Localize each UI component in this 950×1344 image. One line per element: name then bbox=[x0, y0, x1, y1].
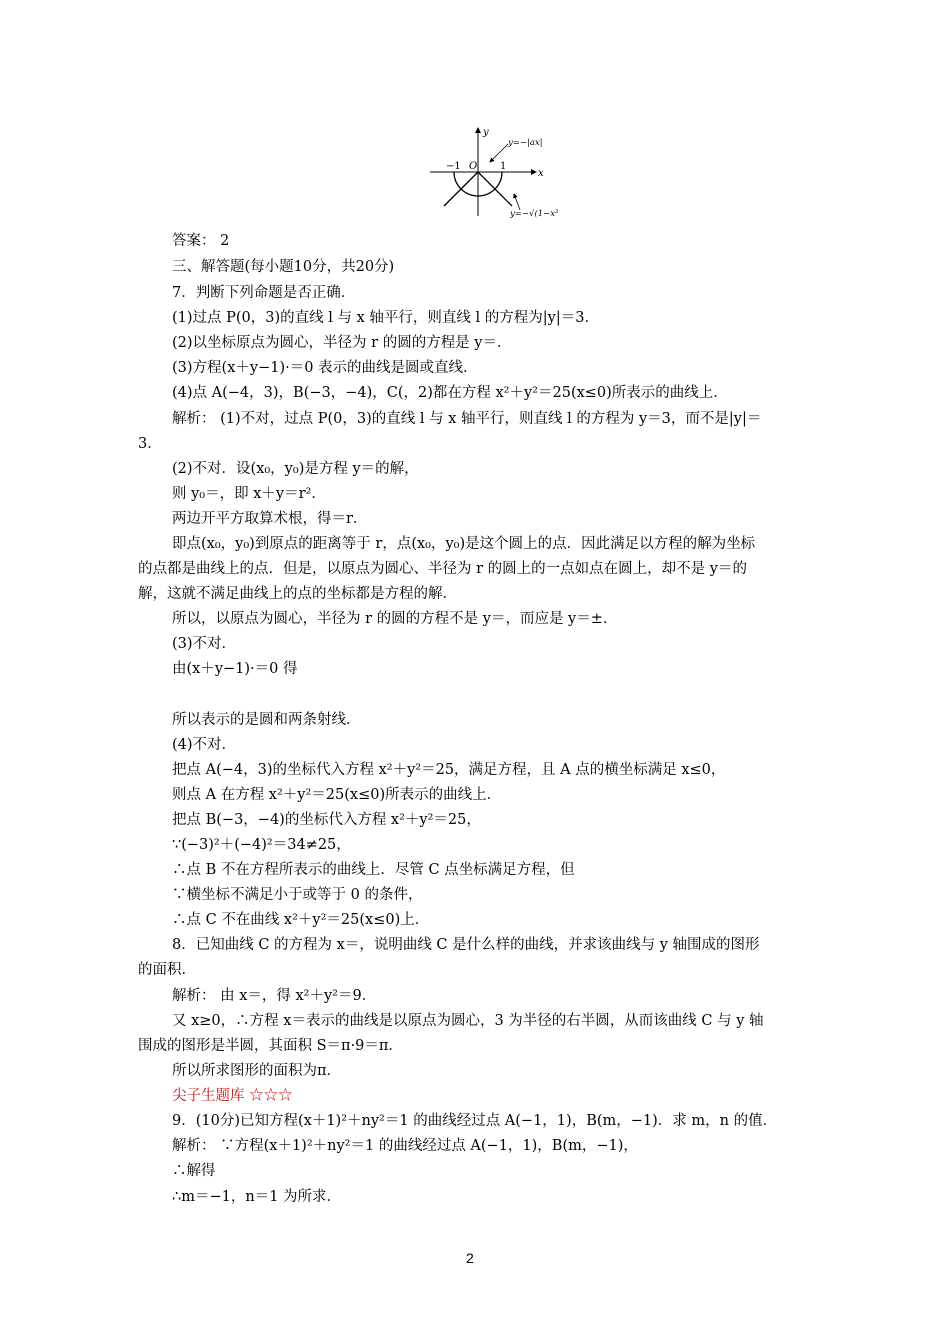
page-number: 2 bbox=[466, 1250, 474, 1266]
q7-item-3: (3)方程(x＋y−1)·＝0 表示的曲线是圆或直线． bbox=[172, 360, 478, 376]
solution-line: ∵(−3)²＋(−4)²＝34≠25， bbox=[172, 837, 351, 853]
solution-line: ∵横坐标不满足小于或等于 0 的条件， bbox=[172, 887, 423, 903]
solution-line: 则点 A 在方程 x²＋y²＝25(x≤0)所表示的曲线上． bbox=[172, 787, 502, 803]
q7-item-2: (2)以坐标原点为圆心，半径为 r 的圆的方程是 y＝． bbox=[172, 335, 512, 351]
solution-line: 解析： ∵方程(x＋1)²＋ny²＝1 的曲线经过点 A(−1，1)，B(m，−1)， bbox=[172, 1138, 638, 1154]
solution-line: 解，这就不满足曲线上的点的坐标都是方程的解． bbox=[138, 586, 457, 602]
solution-line: 两边开平方取算术根，得＝r． bbox=[172, 511, 368, 527]
solution-line: (3)不对． bbox=[172, 636, 237, 652]
q7-item-4: (4)点 A(−4，3)，B(−3，−4)，C(，2)都在方程 x²＋y²＝25(x≤0)所表示的曲线上． bbox=[172, 385, 728, 401]
curve-label-1: y=−|ax| bbox=[508, 138, 543, 148]
solution-line: 围成的图形是半圆，其面积 S＝π·9＝π． bbox=[138, 1038, 403, 1054]
solution-line: 所以表示的是圆和两条射线． bbox=[172, 712, 361, 728]
solution-line: 解析： 由 x＝，得 x²＋y²＝9． bbox=[172, 988, 377, 1004]
label-arrow-1 bbox=[490, 144, 508, 162]
graph-svg bbox=[428, 124, 558, 218]
label-arrow-2 bbox=[514, 194, 520, 210]
ray-left bbox=[444, 172, 478, 206]
solution-line: 则 y₀＝，即 x＋y＝r²． bbox=[172, 486, 326, 502]
solution-line: (4)不对． bbox=[172, 737, 237, 753]
solution-line: (2)不对．设(x₀，y₀)是方程 y＝的解， bbox=[172, 461, 419, 477]
solution-line: ∴点 C 不在曲线 x²＋y²＝25(x≤0)上． bbox=[172, 912, 430, 928]
top-student-heading: 尖子生题库 ☆☆☆ bbox=[172, 1088, 293, 1104]
solution-line: 即点(x₀，y₀)到原点的距离等于 r，点(x₀，y₀)是这个圆上的点．因此满足以方程的解为坐标 bbox=[172, 536, 756, 552]
solution-line: 把点 B(−3，−4)的坐标代入方程 x²＋y²＝25， bbox=[172, 812, 481, 828]
q7-item-1: (1)过点 P(0，3)的直线 l 与 x 轴平行，则直线 l 的方程为|y|＝3． bbox=[172, 310, 599, 326]
one-label: 1 bbox=[500, 161, 507, 172]
curve-label-2: y=−√(1−x²) bbox=[510, 209, 558, 218]
solution-line: 由(x＋y−1)·＝0 得 bbox=[172, 661, 298, 677]
answer-line: 答案： 2 bbox=[172, 233, 230, 249]
x-axis-label: x bbox=[538, 168, 544, 179]
section-heading: 三、解答题(每小题10分，共20分) bbox=[172, 259, 395, 275]
solution-line: ∴解得 bbox=[172, 1163, 216, 1179]
solution-line: 把点 A(−4，3)的坐标代入方程 x²＋y²＝25，满足方程，且 A 点的横坐标满足 x≤0， bbox=[172, 762, 726, 778]
question-7: 7．判断下列命题是否正确． bbox=[172, 285, 356, 301]
neg-one-label: −1 bbox=[446, 161, 461, 172]
solution-line: 所以，以原点为圆心，半径为 r 的圆的方程不是 y＝，而应是 y＝±． bbox=[172, 611, 618, 627]
solution-line: ∴m＝−1，n＝1 为所求． bbox=[172, 1189, 342, 1205]
solution-line: ∴点 B 不在方程所表示的曲线上．尽管 C 点坐标满足方程，但 bbox=[172, 862, 575, 878]
solution-line: 又 x≥0，∴方程 x＝表示的曲线是以原点为圆心，3 为半径的右半圆，从而该曲线 C 与 y 轴 bbox=[172, 1013, 764, 1029]
ray-right bbox=[478, 172, 512, 206]
y-axis-label: y bbox=[483, 127, 489, 138]
question-9: 9．(10分)已知方程(x＋1)²＋ny²＝1 的曲线经过点 A(−1，1)，B(m，−1)．求 m，n 的值． bbox=[172, 1113, 778, 1129]
question-8: 8．已知曲线 C 的方程为 x＝，说明曲线 C 是什么样的曲线，并求该曲线与 y 轴围成的图形 bbox=[172, 937, 760, 953]
question-8-cont: 的面积． bbox=[138, 962, 196, 978]
graph-figure bbox=[428, 124, 558, 218]
solution-line: 所以所求图形的面积为π． bbox=[172, 1063, 342, 1079]
solution-line: 的点都是曲线上的点．但是，以原点为圆心、半径为 r 的圆上的一点如点在圆上，却不是 y＝的 bbox=[138, 561, 747, 577]
origin-label: O bbox=[469, 161, 478, 172]
solution-line: 3． bbox=[138, 436, 162, 452]
solution-line: 解析： (1)不对，过点 P(0，3)的直线 l 与 x 轴平行，则直线 l 的方程为 y＝3，而不是|y|＝ bbox=[172, 411, 762, 427]
